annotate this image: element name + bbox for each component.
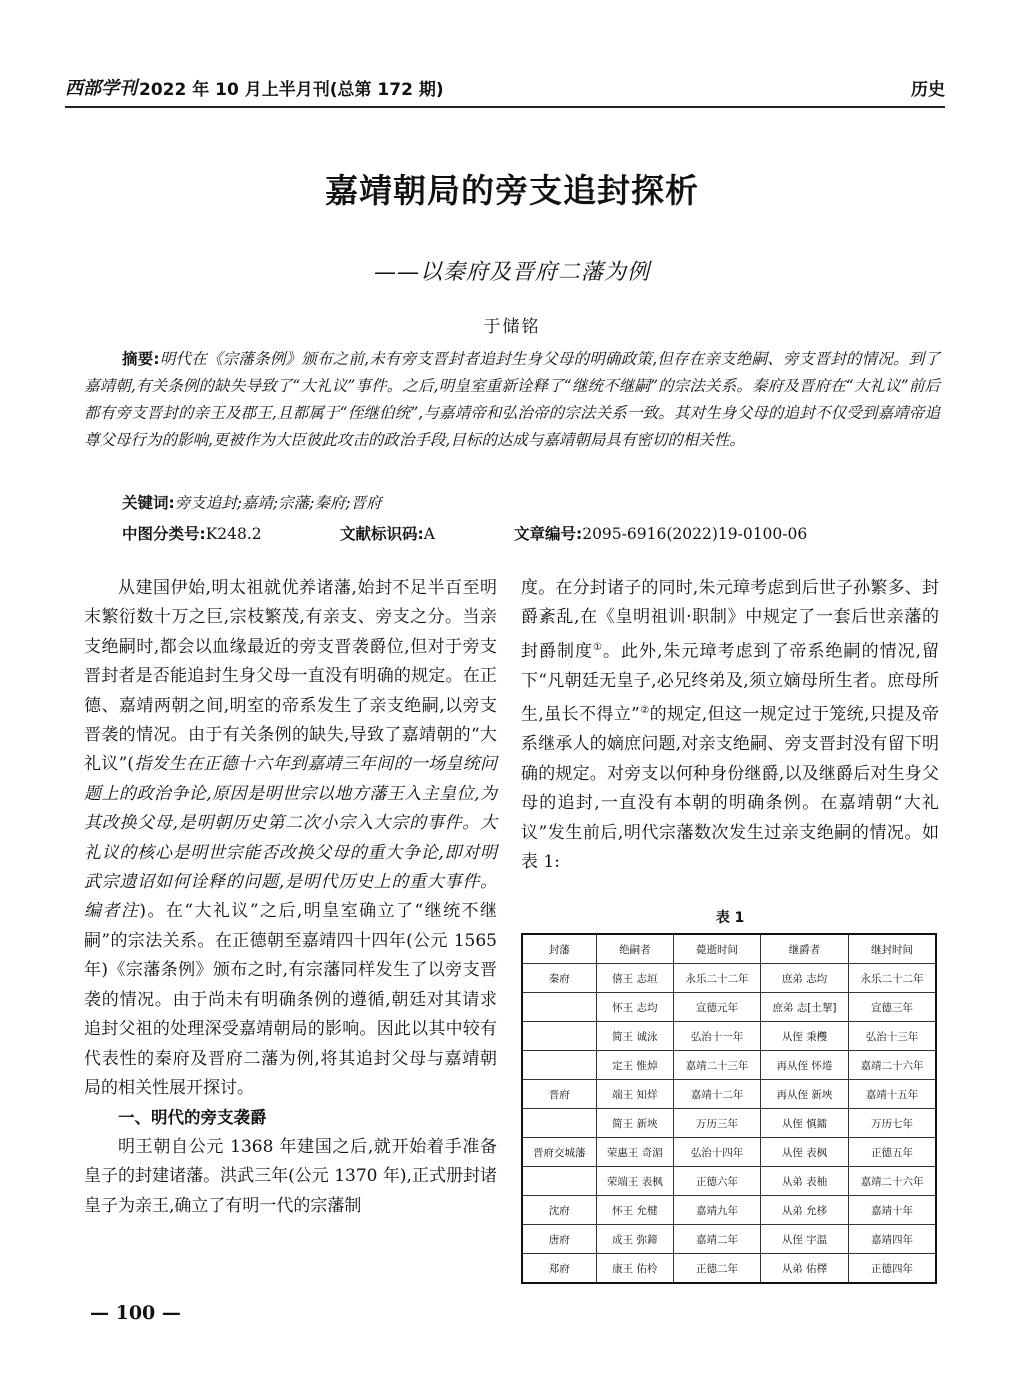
footnote-ref: ①: [593, 641, 604, 653]
table-cell: 嘉靖十年: [849, 1196, 936, 1225]
table-cell: 成王 弥鍗: [596, 1225, 674, 1254]
table-cell: 嘉靖四年: [849, 1225, 936, 1254]
text-run: 度。在分封诸子的同时,朱元璋考虑到后世子孙繁多、封爵紊乱,在《皇明祖训·职制》中规定了一套后世亲藩的封爵制度: [521, 578, 939, 662]
section-label: 历史: [911, 79, 945, 100]
table-row: [522, 1225, 936, 1254]
article-value: 2095-6916(2022)19-0100-06: [582, 525, 808, 543]
table-cell: 弘治十三年: [849, 1022, 936, 1051]
table-cell: 正德二年: [674, 1254, 761, 1284]
article-meta: [122, 522, 942, 544]
article-label: 文章编号:: [514, 525, 583, 543]
abstract: [84, 346, 940, 454]
table-cell: 从弟 允栘: [760, 1196, 848, 1225]
clc-label: 中图分类号:: [122, 525, 206, 543]
table-cell: [522, 993, 596, 1022]
table-cell: 定王 惟焯: [596, 1051, 674, 1080]
table-row: [522, 1138, 936, 1167]
author: 于储铭: [483, 317, 541, 337]
table-cell: [522, 1022, 596, 1051]
table-cell: 从侄 宇温: [760, 1225, 848, 1254]
table-cell: 永乐二十二年: [674, 964, 761, 993]
table-cell: 简王 新埉: [596, 1109, 674, 1138]
article-title: 嘉靖朝局的旁支追封探析: [325, 171, 699, 210]
table-row: [522, 1022, 936, 1051]
table-header-cell: 薨逝时间: [674, 934, 761, 964]
table-cell: 从侄 秉欆: [760, 1022, 848, 1051]
table-cell: [522, 1051, 596, 1080]
table-cell: 嘉靖二年: [674, 1225, 761, 1254]
table-row: [522, 993, 936, 1022]
editor-note: 指发生在正德十六年到嘉靖三年间的一场皇统问题上的政治争论,原因是明世宗以地方藩王入主皇位,为其改换父母,是明朝历史第二次小宗入大宗的事件。大礼议的核心是明世宗能否改换父母的重大争论,即对明武宗遗诏如何诠释的问题,是明代历史上的重大事件。编者注: [84, 754, 497, 922]
keywords-label: 关键词:: [122, 494, 175, 512]
table-header-cell: 封藩: [522, 934, 596, 964]
table-cell: 郑府: [522, 1254, 596, 1284]
table-cell: 从侄 表枫: [760, 1138, 848, 1167]
table-cell: 嘉靖二十三年: [674, 1051, 761, 1080]
table-header-cell: 继封时间: [849, 934, 936, 964]
body-column-right: [521, 574, 939, 877]
table-cell: 荣端王 表枫: [596, 1167, 674, 1196]
table-cell: [522, 1167, 596, 1196]
table-cell: 晋府交城藩: [522, 1138, 596, 1167]
table-cell: 万历七年: [849, 1109, 936, 1138]
clc-code: [122, 522, 340, 544]
journal-header: [65, 72, 945, 108]
body-column-left: [84, 574, 497, 1221]
footnote-ref: ②: [639, 705, 650, 717]
table-cell: 正德六年: [674, 1167, 761, 1196]
table-row: [522, 964, 936, 993]
text-run: 。此外,朱元璋考虑到了帝系绝嗣的情况,留下“凡朝廷无皇子,必兄终弟及,须立嫡母所生者。庶母所生,虽长不得立”: [521, 641, 940, 725]
table-row: [522, 1109, 936, 1138]
keywords-text: 旁支追封;嘉靖;宗藩;秦府;晋府: [174, 494, 382, 512]
table-cell: 怀王 允楗: [596, 1196, 674, 1225]
table-cell: 万历三年: [674, 1109, 761, 1138]
table-header-cell: 绝嗣者: [596, 934, 674, 964]
keywords: [122, 491, 382, 513]
succession-table: [521, 933, 937, 1284]
table-cell: 从弟 表柚: [760, 1167, 848, 1196]
section-heading: 一、明代的旁支袭爵: [118, 1108, 267, 1128]
doc-code: [340, 522, 514, 544]
table-cell: 荣惠王 奇湄: [596, 1138, 674, 1167]
table-caption: 表 1: [715, 910, 745, 926]
table-cell: 庶弟 志均: [760, 964, 848, 993]
table-row: [522, 1196, 936, 1225]
table-cell: 端王 知烊: [596, 1080, 674, 1109]
journal-logo: 西部学刊: [65, 78, 137, 99]
table-cell: 宣德三年: [849, 993, 936, 1022]
table-cell: 秦府: [522, 964, 596, 993]
table-cell: [522, 1109, 596, 1138]
paragraph: 明王朝自公元 1368 年建国之后,就开始着手准备皇子的封建诸藩。洪武三年(公元 1370 年),正式册封诸皇子为亲王,确立了有明一代的宗藩制: [84, 1136, 497, 1216]
clc-value: K248.2: [205, 525, 262, 543]
table-cell: 永乐二十二年: [849, 964, 936, 993]
article-subtitle: ——以秦府及晋府二藩为例: [373, 260, 650, 285]
table-cell: 弘治十四年: [674, 1138, 761, 1167]
table-cell: 正德四年: [849, 1254, 936, 1284]
table-cell: 从弟 佑檡: [760, 1254, 848, 1284]
table-cell: 唐府: [522, 1225, 596, 1254]
header-left: [65, 74, 444, 100]
table-cell: 僖王 志垣: [596, 964, 674, 993]
table-row: [522, 1167, 936, 1196]
paragraph: [84, 574, 497, 1103]
table-cell: 简王 诚泳: [596, 1022, 674, 1051]
doc-value: A: [423, 525, 435, 543]
abstract-text: 明代在《宗藩条例》颁布之前,未有旁支晋封者追封生身父母的明确政策,但存在亲支绝嗣、旁支晋封的情况。到了嘉靖朝,有关条例的缺失导致了“大礼议”事件。之后,明皇室重新诠释了“继统不继嗣”的宗法关系。秦府及晋府在“大礼议”前后都有旁支晋封的亲王及郡王,且都属于“侄继伯统”,与嘉靖帝和弘治帝的宗法关系一致。其对生身父母的追封不仅受到嘉靖帝追尊父母行为的影响,更被作为大臣彼此攻击的政治手段,目标的达成与嘉靖朝局具有密切的相关性。: [84, 350, 941, 449]
text-run: )。在“大礼议”之后,明皇室确立了“继统不继嗣”的宗法关系。在正德朝至嘉靖四十四年(公元 1565 年)《宗藩条例》颁布之时,有宗藩同样发生了以旁支晋袭的情况。由于尚未有明确条例的遵循,朝廷对其请求追封父祖的处理深受嘉靖朝局的影响。因此以其中较有代表性的秦府及晋府二藩为例,将其追封父母与嘉靖朝局的相关性展开探讨。: [84, 901, 498, 1098]
table-cell: 晋府: [522, 1080, 596, 1109]
table-row: [522, 1254, 936, 1284]
table-cell: 从侄 慎鐳: [760, 1109, 848, 1138]
table-row: [522, 1080, 936, 1109]
table-cell: 康王 佑柃: [596, 1254, 674, 1284]
table-cell: 嘉靖十五年: [849, 1080, 936, 1109]
text-run: 的规定,但这一规定过于笼统,只提及帝系继承人的嫡庶问题,对亲支绝嗣、旁支晋封没有留下明确的规定。对旁支以何种身份继爵,以及继爵后对生身父母的追封,一直没有本朝的明确条例。在嘉靖朝“大礼议”发生前后,明代宗藩数次发生过亲支绝嗣的情况。如表 1:: [521, 704, 939, 872]
paragraph: [521, 574, 939, 877]
table-cell: 嘉靖十二年: [674, 1080, 761, 1109]
text-run: 从建国伊始,明太祖就优养诸藩,始封不足半百至明末繁衍数十万之巨,宗枝繁茂,有亲支、旁支之分。当亲支绝嗣时,都会以血缘最近的旁支晋袭爵位,但对于旁支晋封者是否能追封生身父母一直没有明确的规定。在正德、嘉靖两朝之间,明室的帝系发生了亲支绝嗣,以旁支晋袭的情况。由于有关条例的缺失,导致了嘉靖朝的“大礼议”(: [84, 578, 497, 775]
abstract-label: 摘要:: [122, 350, 160, 368]
table-cell: 怀王 志均: [596, 993, 674, 1022]
table-cell: 庶弟 志[土挈]: [760, 993, 848, 1022]
table-cell: 再从侄 新埉: [760, 1080, 848, 1109]
table-cell: 宣德元年: [674, 993, 761, 1022]
page-number: — 100 —: [90, 1302, 181, 1324]
article-number: [514, 522, 807, 544]
table-row: [522, 1051, 936, 1080]
table-cell: 弘治十一年: [674, 1022, 761, 1051]
doc-label: 文献标识码:: [340, 525, 424, 543]
table-cell: 嘉靖二十六年: [849, 1051, 936, 1080]
table-cell: 嘉靖九年: [674, 1196, 761, 1225]
table-cell: 正德五年: [849, 1138, 936, 1167]
issue-info: 2022 年 10 月上半月刊(总第 172 期): [139, 79, 444, 100]
table-cell: 再从侄 怀埢: [760, 1051, 848, 1080]
table-cell: 沈府: [522, 1196, 596, 1225]
table-header-row: [522, 934, 936, 964]
table-header-cell: 继爵者: [760, 934, 848, 964]
table-body: [522, 964, 936, 1284]
table-cell: 嘉靖二十六年: [849, 1167, 936, 1196]
